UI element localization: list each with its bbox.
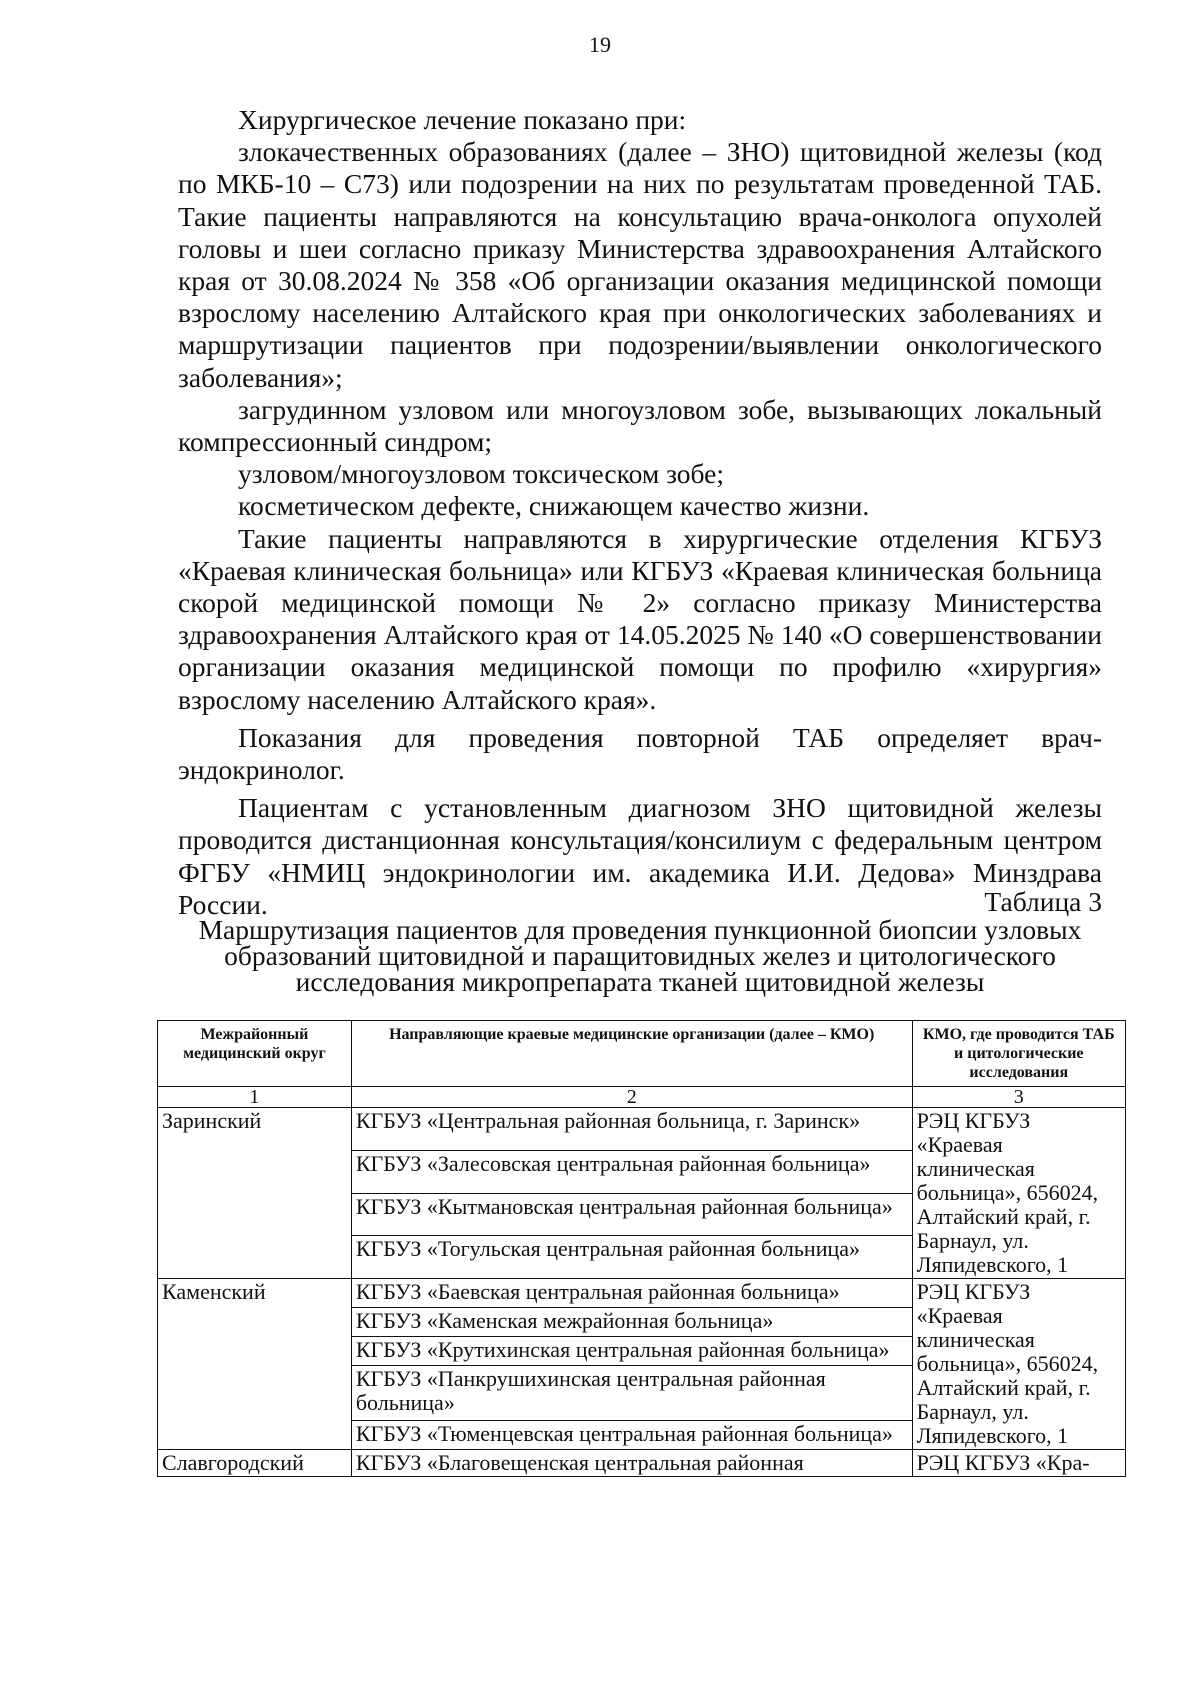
table-caption: Маршрутизация пациентов для проведения пункционной биопсии узловых образований щитовидной и паращитовидных желез и цитологического исследования микропрепарата тканей щитовидной железы [198,914,1082,997]
column-header-district: Межрайонный медицинский округ [158,1021,352,1087]
org-cell: КГБУЗ «Крутихинская центральная районная больница» [351,1337,912,1366]
paragraph: загрудинном узловом или многоузловом зобе, вызывающих локальный компрессионный синдром; [178,393,1102,458]
column-header-orgs: Направляющие краевые медицинские организации (далее – КМО) [351,1021,912,1087]
org-cell: КГБУЗ «Тогульская центральная районная больница» [351,1236,912,1279]
paragraph: косметическом дефекте, снижающем качество жизни. [238,490,870,522]
district-cell: Каменский [158,1279,352,1450]
table-row [158,1279,1126,1308]
table-row [158,1450,1126,1477]
table-label: Таблица 3 [984,886,1102,917]
org-cell: КГБУЗ «Тюменцевская центральная районная больница» [351,1420,912,1449]
paragraph: Пациентам с установленным диагнозом ЗНО щитовидной железы проводится дистанционная консультация/консилиум с федеральным центром ФГБУ «НМИЦ эндокринологии им. академика И.И. Дедова» Минздрава России. [178,792,1102,920]
paragraph: Показания для проведения повторной ТАБ определяет врач-эндокринолог. [178,721,1102,786]
org-cell: КГБУЗ «Центральная районная больница, г. Заринск» [351,1108,912,1151]
kmo-cell: РЭЦ КГБУЗ «Кра- [912,1450,1125,1477]
column-number-row [158,1087,1126,1108]
table-row [158,1108,1126,1151]
table-header-row [158,1021,1126,1087]
org-cell: КГБУЗ «Благовещенская центральная районная [351,1450,912,1477]
paragraph: Хирургическое лечение показано при: [238,104,687,135]
column-number: 1 [158,1087,352,1108]
district-cell: Заринский [158,1108,352,1279]
org-cell: КГБУЗ «Панкрушихинская центральная районная больница» [351,1366,912,1421]
org-cell: КГБУЗ «Кытмановская центральная районная больница» [351,1193,912,1236]
page-number: 19 [589,32,611,57]
kmo-cell: РЭЦ КГБУЗ «Краевая клиническая больница», 656024, Алтайский край, г. Барнаул, ул. Ляпидевского, 1 [912,1108,1125,1279]
column-number: 3 [912,1087,1125,1108]
org-cell: КГБУЗ «Каменская межрайонная больница» [351,1308,912,1337]
column-header-kmo: КМО, где проводится ТАБ и цитологические исследования [912,1021,1125,1087]
paragraph: злокачественных образованиях (далее – ЗНО) щитовидной железы (код по МКБ-10 – С73) или подозрении на них по результатам проведенной ТАБ. Такие пациенты направляются на консультацию врача-онколога опухолей головы и шеи согласно приказу Министерства здравоохранения Алтайского края от 30.08.2024 № 358 «Об организации оказания медицинской помощи взрослому населению Алтайского края при онкологических заболеваниях и маршрутизации пациентов при подозрении/выявлении онкологического заболевания»; [178,136,1102,393]
column-number: 2 [351,1087,912,1108]
kmo-cell: РЭЦ КГБУЗ «Краевая клиническая больница», 656024, Алтайский край, г. Барнаул, ул. Ляпидевского, 1 [912,1279,1125,1450]
org-cell: КГБУЗ «Баевская центральная районная больница» [351,1279,912,1308]
district-cell: Славгородский [158,1450,352,1477]
document-body [178,104,1102,921]
paragraph: узловом/многоузловом токсическом зобе; [238,458,725,490]
org-cell: КГБУЗ «Залесовская центральная районная больница» [351,1150,912,1193]
paragraph: Такие пациенты направляются в хирургические отделения КГБУЗ «Краевая клиническая больница» или КГБУЗ «Краевая клиническая больница скорой медицинской помощи № 2» согласно приказу Министерства здравоохранения Алтайского края от 14.05.2025 № 140 «О совершенствовании организации оказания медицинской помощи по профилю «хирургия» взрослому населению Алтайского края». [178,522,1102,715]
routing-table [157,1020,1126,1477]
